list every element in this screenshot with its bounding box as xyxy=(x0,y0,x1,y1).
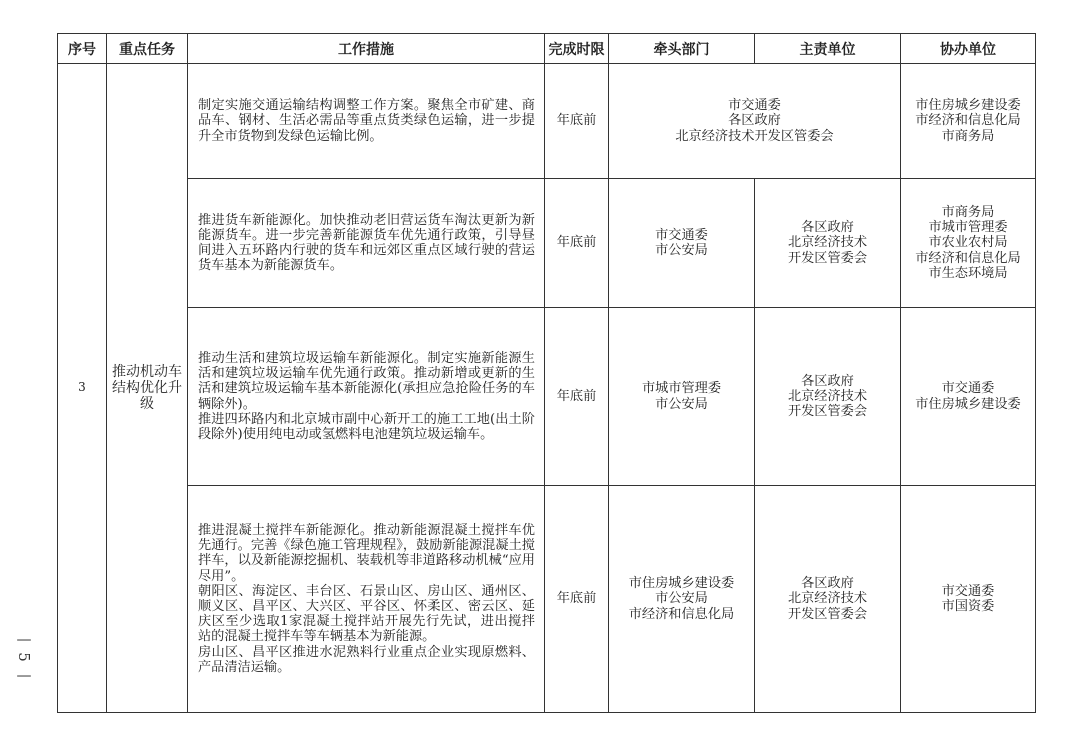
header-seq: 序号 xyxy=(58,34,107,64)
measures-cell xyxy=(188,179,545,308)
lead-cell xyxy=(609,308,755,486)
assist-unit: 市生态环境局 xyxy=(928,265,1008,281)
lead-unit: 市交通委 xyxy=(728,98,781,114)
header-task: 重点任务 xyxy=(107,34,188,64)
header-measures: 工作措施 xyxy=(188,34,545,64)
assist-unit: 市商务局 xyxy=(941,128,995,144)
measures-cell xyxy=(188,486,545,713)
lead-unit: 市交通委 xyxy=(655,227,708,243)
header-responsible: 主责单位 xyxy=(755,34,901,64)
responsible-cell xyxy=(755,308,901,486)
deadline-cell: 年底前 xyxy=(545,486,609,713)
table-row xyxy=(58,486,1036,713)
lead-unit: 北京经济技术开发区管委会 xyxy=(675,128,834,144)
deadline-cell: 年底前 xyxy=(545,308,609,486)
lead-unit: 市公安局 xyxy=(655,243,708,258)
header-row xyxy=(58,34,1036,64)
responsible-cell xyxy=(755,179,901,308)
measure-paragraph: 制定实施交通运输结构调整工作方案。聚焦全市矿建、商品车、钢材、生活必需品等重点货类绿色运输，进一步提升全市货物到发绿色运输比例。 xyxy=(198,98,535,144)
responsible-unit: 各区政府 xyxy=(801,373,854,389)
assist-unit: 市交通委 xyxy=(941,381,995,397)
responsible-unit: 各区政府 xyxy=(801,576,854,592)
assist-unit: 市城市管理委 xyxy=(928,220,1008,236)
assist-cell xyxy=(901,308,1036,486)
assist-unit: 市农业农村局 xyxy=(928,235,1008,251)
responsible-unit: 北京经济技术 xyxy=(787,591,868,607)
lead-unit: 各区政府 xyxy=(728,113,781,129)
table-row xyxy=(58,64,1036,179)
lead-cell xyxy=(609,486,755,713)
measure-paragraph: 推进货车新能源化。加快推动老旧营运货车淘汰更新为新能源货车。进一步完善新能源货车优先通行政策，引导昼间进入五环路内行驶的货车和远郊区重点区域行驶的营运货车基本为新能源货车。 xyxy=(198,212,535,274)
measure-paragraph: 朝阳区、海淀区、丰台区、石景山区、房山区、通州区、顺义区、昌平区、大兴区、平谷区、怀柔区、密云区、延庆区至少选取1家混凝土搅拌站开展先行先试，进出搅拌站的混凝土搅拌车等车辆基本为新能源。 xyxy=(198,583,535,645)
responsible-unit: 各区政府 xyxy=(801,220,854,236)
assist-cell xyxy=(901,64,1036,179)
header-deadline: 完成时限 xyxy=(545,34,609,64)
assist-unit: 市商务局 xyxy=(941,204,995,220)
measure-paragraph: 推进四环路内和北京城市副中心新开工的施工工地(出土阶段除外)使用纯电动或氢燃料电池建筑垃圾运输车。 xyxy=(198,411,535,442)
assist-unit: 市经济和信息化局 xyxy=(915,113,1021,129)
header-assist: 协办单位 xyxy=(901,34,1036,64)
assist-unit: 市交通委 xyxy=(941,583,995,599)
lead-unit: 市公安局 xyxy=(655,396,708,412)
measure-paragraph: 推进混凝土搅拌车新能源化。推动新能源混凝土搅拌车优先通行。完善《绿色施工管理规程》，鼓励新能源混凝土搅拌车，以及新能源挖掘机、装载机等非道路移动机械“应用尽用”。 xyxy=(198,522,535,584)
measures-cell xyxy=(188,64,545,179)
table-row xyxy=(58,179,1036,308)
assist-unit: 市住房城乡建设委 xyxy=(915,396,1021,412)
table-row xyxy=(58,308,1036,486)
responsible-cell xyxy=(755,486,901,713)
lead-cell xyxy=(609,179,755,308)
assist-cell xyxy=(901,179,1036,308)
header-lead: 牵头部门 xyxy=(609,34,755,64)
lead-unit: 市经济和信息化局 xyxy=(628,606,735,622)
task-table xyxy=(57,33,1036,713)
page-number: — 5 — xyxy=(15,630,33,684)
lead-unit: 市住房城乡建设委 xyxy=(628,576,735,592)
lead-merged-cell xyxy=(609,64,901,179)
responsible-unit: 开发区管委会 xyxy=(787,404,868,420)
responsible-unit: 北京经济技术 xyxy=(787,388,868,404)
lead-unit: 市城市管理委 xyxy=(641,381,722,397)
deadline-cell: 年底前 xyxy=(545,64,609,179)
measures-cell xyxy=(188,308,545,486)
lead-unit: 市公安局 xyxy=(655,591,708,607)
responsible-unit: 开发区管委会 xyxy=(787,250,868,266)
measure-paragraph: 房山区、昌平区推进水泥熟料行业重点企业实现原燃料、产品清洁运输。 xyxy=(198,644,535,675)
seq-cell: 3 xyxy=(58,64,107,713)
assist-unit: 市国资委 xyxy=(941,599,995,614)
responsible-unit: 开发区管委会 xyxy=(787,606,868,622)
responsible-unit: 北京经济技术 xyxy=(787,235,868,251)
task-cell: 推动机动车结构优化升级 xyxy=(107,64,188,713)
assist-unit: 市经济和信息化局 xyxy=(915,250,1021,266)
assist-cell xyxy=(901,486,1036,713)
measure-paragraph: 推动生活和建筑垃圾运输车新能源化。制定实施新能源生活和建筑垃圾运输车优先通行政策。推动新增或更新的生活和建筑垃圾运输车基本新能源化(承担应急抢险任务的车辆除外)。 xyxy=(198,350,535,412)
deadline-cell: 年底前 xyxy=(545,179,609,308)
assist-unit: 市住房城乡建设委 xyxy=(915,98,1021,114)
